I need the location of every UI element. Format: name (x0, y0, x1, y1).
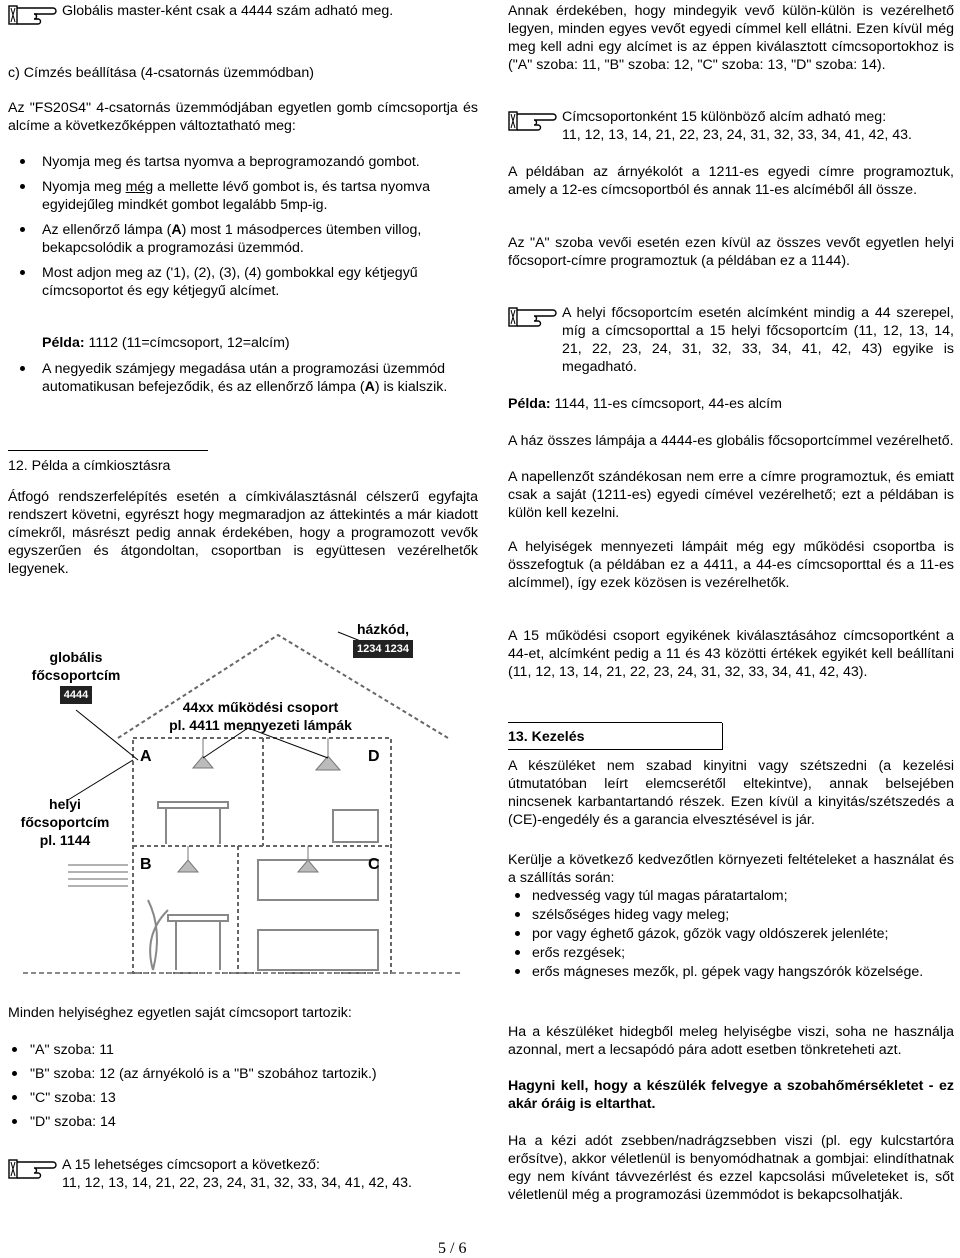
list-item: erős rezgések; (508, 944, 954, 962)
list-item: "A" szoba: 11 (8, 1041, 478, 1059)
right-example-label: Példa: (508, 396, 551, 412)
code-global: 4444 (60, 686, 92, 704)
label-housecode-text: házkód, (356, 621, 410, 637)
example-text: 1112 (11=címcsoport, 12=alcím) (88, 335, 290, 351)
label-ops-line-2: pl. 4411 mennyezeti lámpák (169, 717, 352, 733)
note-subaddress (508, 108, 954, 144)
label-global-group (16, 648, 136, 704)
list-item: szélsőséges hideg vagy meleg; (508, 906, 954, 924)
label-local-line-2: főcsoportcím (20, 814, 110, 830)
pointing-hand-icon (508, 304, 558, 330)
note-15-line-1: A 15 lehetséges címcsoport a következő: (62, 1157, 320, 1173)
right-paragraph-6: A 15 működési csoport egyikének kiválasztásához címcsoportként a 44-et, alcímként pedig a 11 és 43 közötti értékek egyikét kell beállítani (11, 12, 13, 14, 21, 22, 23, 24, 31, 32, 33, 34, 41, 42, 43). (508, 628, 954, 680)
note-local-group (508, 304, 954, 376)
right-paragraph-9: Ha a készüléket hidegből meleg helyiségbe viszi, soha ne használja azonnal, mert a lecsapódó pára adott esetben tönkreteheti azt. (508, 1024, 954, 1058)
room-a-label: A (140, 748, 152, 765)
section-c-intro: Az "FS20S4" 4-csatornás üzemmódjában egyetlen gomb címcsoportja és alcíme a következőképpen változtatható meg: (8, 100, 478, 134)
list-item: "C" szoba: 13 (8, 1089, 478, 1107)
section-13-title: 13. Kezelés (508, 723, 723, 750)
label-ops-line-1: 44xx működési csoport (182, 699, 339, 715)
list-item: Az ellenőrző lámpa (A) most 1 másodperces ütemben villog, bekapcsolódik a programozási üzemmód. (8, 221, 478, 257)
pointing-hand-icon (508, 108, 558, 134)
example-line (8, 334, 478, 352)
rooms-list (8, 1041, 478, 1137)
right-paragraph-2: A példában az árnyékolót a 1211-es egyedi címre programoztuk, amely a 12-es címcsoportból és annak 11-es alcíméből áll össze. (508, 164, 954, 198)
note-subaddress-line-1: Címcsoportonként 15 különböző alcím adható meg: (562, 109, 887, 125)
list-item: Most adjon meg az ('1), (2), (3), (4) gombokkal egy kétjegyű címcsoportot és egy kétjegyű alcímet. (8, 264, 478, 300)
room-b-label: B (140, 856, 152, 873)
section-12-text: Átfogó rendszerfelépítés esetén a címkiválasztásnál célszerű egyfajta rendszert követni, egyrészt hogy megmaradjon az áttekintés a már kiadott címekről, másrészt pedig annak érdekében, hogy a programozott vevők egyszerűen és átgondoltan, csoportban is együttesen vezérelhetők legyenek. (8, 489, 478, 577)
page-number: 5 / 6 (438, 1240, 467, 1257)
note-subaddress-line-2: 11, 12, 13, 14, 21, 22, 23, 24, 31, 32, 33, 34, 41, 42, 43. (562, 127, 912, 143)
list-item: Nyomja meg még a mellette lévő gombot is, és tartsa nyomva egyidejűleg mindkét gombot legalább 5mp-ig. (8, 178, 478, 214)
right-example-text: 1144, 11-es címcsoport, 44-es alcím (554, 396, 782, 412)
section-12-header (8, 450, 478, 475)
list-item: erős mágneses mezők, pl. gépek vagy hangszórók közelsége. (508, 963, 954, 981)
label-local-line-3: pl. 1144 (39, 832, 91, 848)
list-item: Nyomja meg és tartsa nyomva a beprogramozandó gombot. (8, 153, 478, 171)
right-paragraph-3: Az "A" szoba vevői esetén ezen kívül az összes vevőt egyetlen helyi főcsoport-címre programoztuk (a példában ez a 1144). (508, 235, 954, 269)
label-housecode (338, 620, 428, 658)
note-15-groups (8, 1156, 478, 1192)
list-item: por vagy éghető gázok, gőzök vagy oldószerek jelenléte; (508, 925, 954, 943)
right-paragraph-5: A helyiségek mennyezeti lámpáit még egy működési csoportba is összefogtuk (a példában ez a 4411, a 44-es címcsoporttal és a 11-es alcímmel), így ezek közösen is vezérelhetők. (508, 539, 954, 591)
right-example-line (508, 395, 954, 413)
section-c-title: c) Címzés beállítása (4-csatornás üzemmódban) (8, 65, 314, 81)
right-paragraph-4b: A napellenzőt szándékosan nem erre a címre programoztuk, és emiatt csak a saját (1211-es) egyedi címével vezérelhető; ezt a példában is külön kell kezelni. (508, 469, 954, 521)
label-ops-group (148, 698, 373, 734)
fourth-digit-list (8, 360, 478, 403)
house-diagram (8, 610, 478, 990)
label-local-group (10, 795, 120, 849)
code-house: 1234 1234 (353, 640, 413, 658)
section-12-title: 12. Példa a címkiosztásra (8, 458, 171, 474)
label-global-line-1: globális (49, 649, 103, 665)
list-item: nedvesség vagy túl magas páratartalom; (508, 887, 954, 905)
note-global-master (8, 2, 478, 20)
right-paragraph-11: Ha a kézi adót zsebben/nadrágzsebben viszi (pl. egy kulcstartóra erősítve), akkor véletlenül is benyomódhatnak a gombjai: elindíthatnak egy nem kívánt távvezérlést és ezzel kapcsolási műveleteket is, sőt véletlenül még a programozási üzemmódot is bekapcsolhatják. (508, 1133, 954, 1203)
right-paragraph-4a: A ház összes lámpája a 4444-es globális főcsoportcímmel vezérelhető. (508, 433, 954, 449)
rooms-intro: Minden helyiséghez egyetlen saját címcsoport tartozik: (8, 1005, 352, 1021)
list-item: "B" szoba: 12 (az árnyékoló is a "B" szobához tartozik.) (8, 1065, 478, 1083)
note-global-text: Globális master-ként csak a 4444 szám adható meg. (62, 3, 394, 19)
right-paragraph-8: Kerülje a következő kedvezőtlen környezeti feltételeket a használat és a szállítás során: (508, 852, 954, 886)
right-paragraph-1: Annak érdekében, hogy mindegyik vevő külön-külön is vezérelhető legyen, minden egyes vevőt egyedi címmel kell ellátni. Ezen kívül még meg kell adni egy alcímet is az éppen kiválasztott címcsoportokhoz is ("A" szoba: 11, "B" szoba: 12, "C" szoba: 13, "D" szoba: 14). (508, 3, 954, 73)
list-item: A negyedik számjegy megadása után a programozási üzemmód automatikusan befejeződik, és az ellenőrző lámpa (A) is kialszik. (8, 360, 478, 396)
section-13-header (508, 722, 954, 750)
note-subaddress-text (562, 108, 954, 144)
note-15-text (62, 1156, 478, 1192)
example-label: Példa: (42, 335, 85, 351)
note-15-line-2: 11, 12, 13, 14, 21, 22, 23, 24, 31, 32, 33, 34, 41, 42, 43. (62, 1175, 412, 1191)
list-item: "D" szoba: 14 (8, 1113, 478, 1131)
label-global-line-2: főcsoportcím (31, 667, 121, 683)
right-paragraph-7: A készüléket nem szabad kinyitni vagy szétszedni (a kezelési útmutatóban leírt elemcserétől eltekintve), annak belsejében nincsenek karbantartandó részek. Ezen kívül a kinyitás/szétszedés a (CE)-engedély és a garancia elvesztésével is jár. (508, 758, 954, 828)
room-c-label: C (368, 856, 380, 873)
note-local-group-text: A helyi főcsoportcím esetén alcímként mindig a 44 szerepel, míg a címcsoporttal a 15 helyi főcsoportcím (11, 12, 13, 14, 21, 22, 23, 24, 31, 32, 33, 34, 41, 42, 43) egyike is megadható. (562, 305, 954, 375)
steps-list (8, 153, 478, 307)
room-d-label: D (368, 748, 380, 765)
conditions-list (508, 887, 954, 982)
pointing-hand-icon (8, 1156, 58, 1182)
label-local-line-1: helyi (49, 796, 81, 812)
pointing-hand-icon (8, 2, 58, 28)
right-paragraph-10: Hagyni kell, hogy a készülék felvegye a szobahőmérsékletet - ez akár óráig is eltarthat. (508, 1078, 954, 1112)
